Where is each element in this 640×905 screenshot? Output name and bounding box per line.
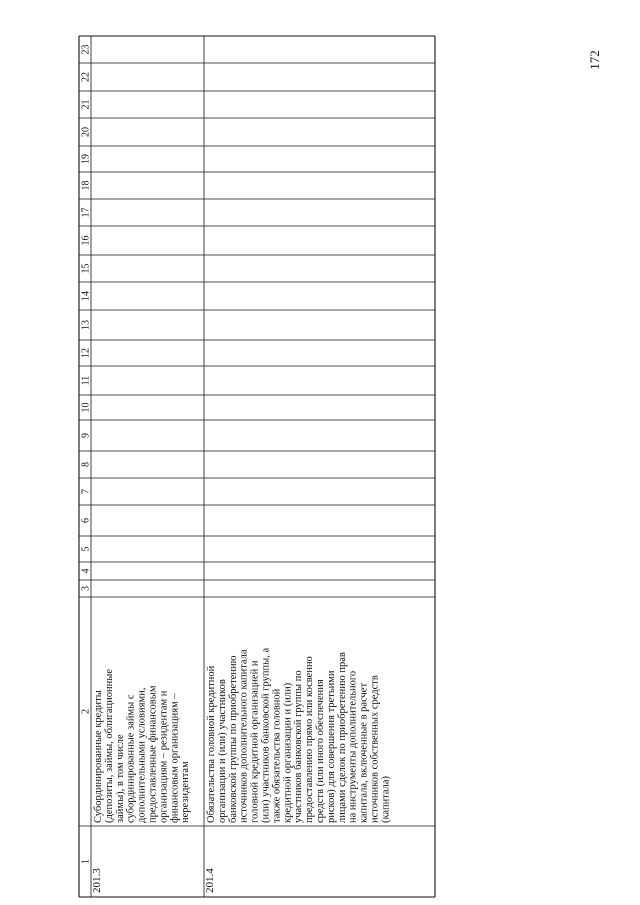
column-header-19: 19 — [80, 154, 92, 164]
column-header-9: 9 — [80, 433, 92, 438]
row-description-line: организациям – резидентам и — [158, 690, 170, 823]
column-header-21: 21 — [80, 99, 92, 110]
row-description-line: рисков) для совершения третьими — [325, 670, 337, 823]
row-description-line: (или) участников банковской группы, а — [260, 647, 272, 823]
row-description-line: нерезидентам — [180, 761, 192, 823]
row-description-line: субординированные займы с — [125, 694, 137, 823]
column-header-22: 22 — [80, 72, 92, 82]
row-description-line: финансовым организациям – — [169, 693, 181, 823]
table-rows — [91, 648, 391, 893]
row-description-line: (депозиты, займы, облигационные — [103, 668, 115, 823]
row-description-line: также обязательства головной — [271, 688, 283, 823]
row-description-line: кредитной организации и (или) — [282, 682, 294, 823]
column-headers — [81, 45, 92, 865]
row-description-line: предоставленные финансовым — [147, 685, 159, 823]
row-description-line: (капитала) — [380, 775, 392, 823]
column-header-4: 4 — [80, 568, 92, 574]
page-number: 172 — [586, 50, 602, 70]
table-row — [91, 669, 191, 893]
row-description-line: капитала, включенные в расчет — [358, 682, 370, 823]
row-description-line: дополнительными условиями, — [136, 687, 148, 823]
row-description-line: на инструменты дополнительного — [347, 670, 359, 823]
column-header-3: 3 — [80, 586, 92, 591]
row-code: 201.3 — [91, 868, 103, 893]
row-description-line: лицами сделок по приобретению прав — [336, 652, 348, 823]
column-header-10: 10 — [80, 402, 92, 413]
column-header-15: 15 — [80, 263, 92, 274]
column-header-2: 2 — [80, 709, 92, 714]
row-description-line: Обязательства головной кредитной — [206, 665, 217, 823]
column-header-11: 11 — [80, 375, 92, 386]
column-header-1: 1 — [80, 859, 92, 864]
table-row — [204, 648, 391, 893]
row-description-line: займы), в том числе — [114, 734, 126, 823]
row-description-line: участников банковской группы по — [293, 670, 305, 823]
column-header-7: 7 — [80, 489, 92, 494]
row-description-line: средств (или иного обеспечения — [315, 679, 326, 823]
column-header-8: 8 — [80, 462, 92, 467]
column-header-23: 23 — [80, 44, 92, 55]
row-description-line: источников дополнительного капитала — [238, 649, 250, 823]
column-header-17: 17 — [80, 207, 92, 218]
column-header-5: 5 — [80, 546, 92, 552]
row-description-line: головной кредитной организацией и — [249, 660, 261, 823]
column-header-12: 12 — [80, 348, 92, 358]
row-description-line: банковской группы по приобретению — [227, 655, 239, 823]
column-header-6: 6 — [80, 518, 92, 523]
column-header-13: 13 — [80, 320, 92, 330]
row-description-line: Субординированные кредиты — [93, 690, 104, 823]
column-header-18: 18 — [80, 180, 92, 191]
row-description-line: источников собственных средств — [369, 675, 381, 823]
column-header-14: 14 — [80, 291, 92, 301]
row-description-line: организации и (или) участников — [216, 679, 228, 823]
row-code: 201.4 — [204, 868, 216, 893]
row-description-line: предоставлению прямо или косвенно — [304, 656, 316, 823]
column-header-16: 16 — [80, 235, 92, 246]
column-header-20: 20 — [80, 127, 92, 137]
